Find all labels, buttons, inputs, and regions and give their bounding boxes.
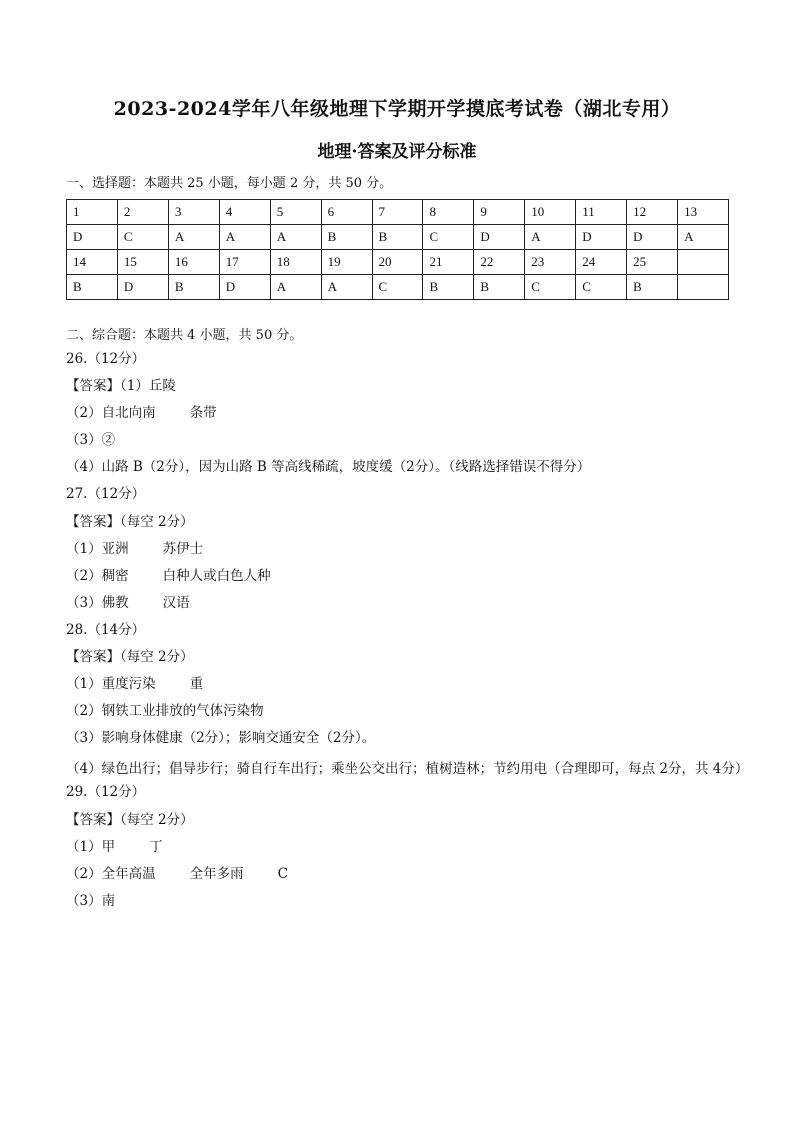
answer-line: [66, 648, 746, 675]
table-cell: 7: [372, 200, 423, 225]
answer-text: 条带: [189, 405, 217, 422]
answer-text: 重: [189, 676, 204, 693]
answer-text: （3）佛教: [66, 594, 129, 611]
table-cell: C: [372, 275, 423, 300]
answer-line: [66, 838, 746, 865]
answer-line: [66, 431, 746, 458]
answer-table: [66, 199, 729, 300]
question-number-row: [67, 250, 729, 275]
answer-line: [66, 783, 746, 810]
answer-text: 【答案】（1）丘陵: [66, 378, 176, 395]
table-cell: [678, 250, 729, 275]
answer-text: 29.（12分）: [66, 784, 146, 801]
table-cell: D: [219, 275, 270, 300]
table-cell: C: [117, 225, 168, 250]
table-cell: 17: [219, 250, 270, 275]
answer-line: [66, 675, 746, 702]
table-cell: B: [168, 275, 219, 300]
section-comprehensive-heading: 二、综合题：本题共 4 小题，共 50 分。: [66, 328, 303, 343]
table-cell: 19: [321, 250, 372, 275]
table-cell: 25: [627, 250, 678, 275]
answer-text: （4）绿色出行；倡导步行；骑自行车出行；乘坐公交出行；植树造林；节约用电（合理即可，每点 2分，共 4分）: [66, 761, 749, 778]
answer-text: （4）山路 B（2分），因为山路 B 等高线稀疏，坡度缓（2分）。（线路选择错误不得分）: [66, 459, 591, 476]
question-number-row: [67, 200, 729, 225]
table-cell: 24: [576, 250, 627, 275]
table-cell: B: [321, 225, 372, 250]
table-cell: D: [474, 225, 525, 250]
table-cell: B: [372, 225, 423, 250]
answer-text: C: [277, 865, 288, 882]
table-cell: C: [423, 225, 474, 250]
answer-line: [66, 811, 746, 838]
answer-text: （1）亚洲: [66, 540, 129, 557]
answer-text: （2）全年高温: [66, 865, 156, 882]
table-cell: 8: [423, 200, 474, 225]
answer-line: [66, 865, 746, 892]
answer-text: 27.（12分）: [66, 486, 146, 503]
table-cell: 13: [678, 200, 729, 225]
answer-text: 【答案】（每空 2分）: [66, 811, 194, 828]
table-cell: A: [525, 225, 576, 250]
answer-line: [66, 594, 746, 621]
table-cell: A: [270, 225, 321, 250]
answer-line: [66, 513, 746, 540]
table-cell: B: [474, 275, 525, 300]
answer-text: 28.（14分）: [66, 621, 146, 638]
table-cell: B: [627, 275, 678, 300]
table-cell: 10: [525, 200, 576, 225]
table-cell: A: [270, 275, 321, 300]
table-cell: A: [321, 275, 372, 300]
answer-line: [66, 350, 746, 377]
answer-text: 全年多雨: [189, 865, 244, 882]
table-cell: D: [576, 225, 627, 250]
page-subtitle: 地理·答案及评分标准: [317, 142, 477, 162]
answer-row: [67, 275, 729, 300]
table-cell: 21: [423, 250, 474, 275]
table-cell: 5: [270, 200, 321, 225]
table-cell: D: [627, 225, 678, 250]
answer-text: 白种人或白色人种: [162, 567, 271, 584]
answer-line: [66, 756, 749, 783]
answer-text: （3）影响身体健康（2分）；影响交通安全（2分）。: [66, 730, 376, 747]
table-cell: 23: [525, 250, 576, 275]
answer-text: 丁: [149, 838, 163, 855]
table-cell: D: [67, 225, 118, 250]
table-cell: A: [678, 225, 729, 250]
table-cell: B: [67, 275, 118, 300]
table-cell: D: [117, 275, 168, 300]
table-cell: 12: [627, 200, 678, 225]
answer-line: [66, 621, 746, 648]
answer-line: [66, 540, 746, 567]
table-cell: C: [576, 275, 627, 300]
section-choice-heading: 一、选择题：本题共 25 小题，每小题 2 分，共 50 分。: [66, 176, 393, 191]
answer-text: （2）自北向南: [66, 405, 156, 422]
answer-lines: [66, 350, 749, 919]
answer-text: （2）稠密: [66, 567, 129, 584]
answer-text: （3）南: [66, 892, 116, 909]
table-cell: 15: [117, 250, 168, 275]
answer-row: [67, 225, 729, 250]
table-cell: A: [168, 225, 219, 250]
answer-text: （1）重度污染: [66, 676, 156, 693]
answer-text: 【答案】（每空 2分）: [66, 649, 194, 666]
answer-text: 【答案】（每空 2分）: [66, 513, 194, 530]
answer-line: [66, 567, 746, 594]
answer-text: 苏伊士: [162, 540, 204, 557]
table-cell: 1: [67, 200, 118, 225]
answer-line: [66, 702, 746, 729]
answer-text: （3）②: [66, 432, 116, 449]
table-cell: 22: [474, 250, 525, 275]
table-cell: 6: [321, 200, 372, 225]
answer-text: 26.（12分）: [66, 351, 146, 367]
table-cell: 9: [474, 200, 525, 225]
answer-line: [66, 377, 746, 404]
table-cell: B: [423, 275, 474, 300]
answer-line: [66, 458, 746, 485]
table-cell: 2: [117, 200, 168, 225]
answer-line: [66, 729, 746, 756]
answer-line: [66, 485, 746, 512]
answer-text: 汉语: [162, 594, 190, 611]
answer-line: [66, 892, 746, 919]
table-cell: A: [219, 225, 270, 250]
table-cell: 4: [219, 200, 270, 225]
table-cell: 20: [372, 250, 423, 275]
table-cell: 18: [270, 250, 321, 275]
table-cell: 3: [168, 200, 219, 225]
answer-text: （1）甲: [66, 838, 116, 855]
table-cell: C: [525, 275, 576, 300]
page-title: 2023-2024学年八年级地理下学期开学摸底考试卷（湖北专用）: [113, 98, 681, 120]
answer-text: （2）钢铁工业排放的气体污染物: [66, 703, 264, 720]
table-cell: 14: [67, 250, 118, 275]
table-cell: [678, 275, 729, 300]
table-cell: 16: [168, 250, 219, 275]
answer-line: [66, 404, 746, 431]
table-cell: 11: [576, 200, 627, 225]
